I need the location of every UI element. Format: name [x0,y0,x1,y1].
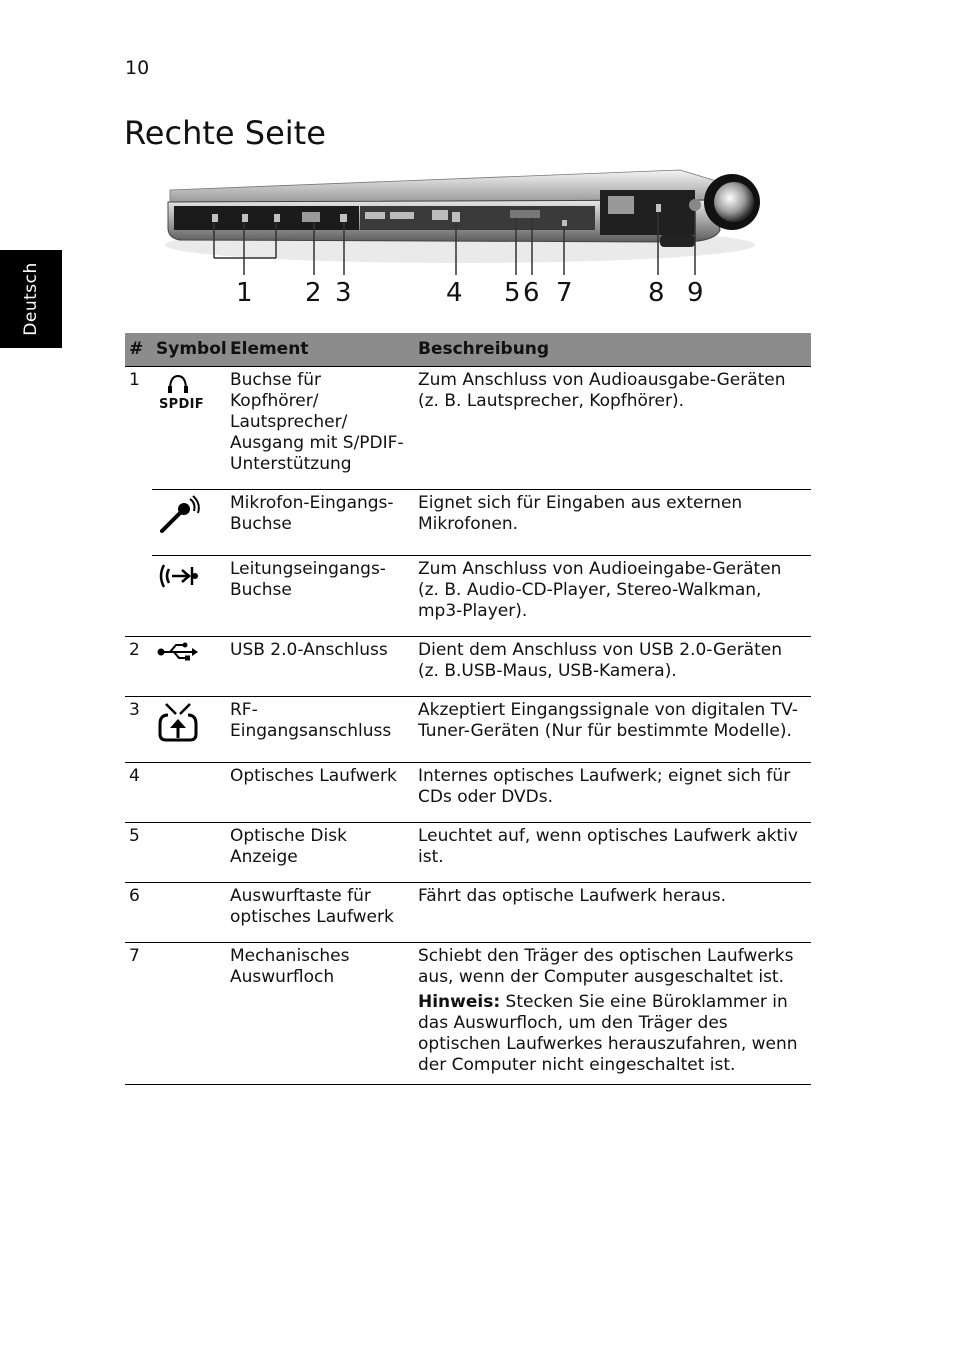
callout-7: 7 [556,278,573,308]
row-number: 6 [125,883,152,943]
table-row [125,637,811,697]
row-element: Optische Disk Anzeige [226,823,414,883]
row-element: Mikrofon-Eingangs-Buchse [226,490,414,556]
row-description: Zum Anschluss von Audioeingabe-Geräten (z. B. Audio-CD-Player, Stereo-Walkman, mp3-Player). [414,556,811,637]
row-element: USB 2.0-Anschluss [226,637,414,697]
note-paragraph [418,992,807,1076]
note-text: Stecken Sie eine Büroklammer in das Auswurfloch, um den Träger des optischen Laufwerkes herauszufahren, wenn der Computer nicht eingeschaltet ist. [418,992,798,1075]
callout-1: 1 [236,278,253,308]
table-row [125,823,811,883]
row-symbol [152,490,226,556]
row-element: Leitungseingangs-Buchse [226,556,414,637]
row-number: 4 [125,763,152,823]
callout-9: 9 [687,278,704,308]
row-symbol [152,823,226,883]
row-symbol [152,883,226,943]
row-element: Auswurftaste für optisches Laufwerk [226,883,414,943]
row-element: Optisches Laufwerk [226,763,414,823]
table-row [125,697,811,763]
callout-6: 6 [523,278,540,308]
row-description: Leuchtet auf, wenn optisches Laufwerk aktiv ist. [414,823,811,883]
page-number: 10 [125,57,150,79]
row-description: Fährt das optische Laufwerk heraus. [414,883,811,943]
line-in-icon [156,559,200,591]
callout-8: 8 [648,278,665,308]
table-row [125,367,811,490]
ports-table [125,333,811,1085]
row-symbol [152,637,226,697]
row-description: Internes optisches Laufwerk; eignet sich für CDs oder DVDs. [414,763,811,823]
usb-icon [156,640,200,662]
row-description: Zum Anschluss von Audioausgabe-Geräten (z. B. Lautsprecher, Kopfhörer). [414,367,811,490]
row-element: Mechanisches Auswurfloch [226,943,414,1085]
table-header-row [125,333,811,367]
rf-antenna-icon [156,700,200,742]
row-number: 7 [125,943,152,1085]
header-symbol: Symbol [152,333,226,367]
language-side-tab [0,250,62,348]
row-description: Akzeptiert Eingangssignale von digitalen TV-Tuner-Geräten (Nur für bestimmte Modelle). [414,697,811,763]
row-description: Eignet sich für Eingaben aus externen Mikrofonen. [414,490,811,556]
callout-2: 2 [305,278,322,308]
spdif-label: SPDIF [159,397,204,412]
page-title: Rechte Seite [124,114,326,152]
row-number: 5 [125,823,152,883]
header-description: Beschreibung [414,333,811,367]
header-number: # [125,333,152,367]
callout-5: 5 [504,278,521,308]
note-label: Hinweis: [418,992,501,1012]
row-number: 1 [125,367,152,490]
row-symbol [152,697,226,763]
description-text: Schiebt den Träger des optischen Laufwerks aus, wenn der Computer ausgeschaltet ist. [418,946,794,987]
side-tab-label: Deutsch [21,262,41,336]
row-symbol [152,763,226,823]
row-symbol [152,556,226,637]
row-element: Buchse für Kopfhörer/ Lautsprecher/ Ausgang mit S/PDIF-Unterstützung [226,367,414,490]
microphone-icon [156,493,200,535]
row-symbol [152,943,226,1085]
row-number [125,556,152,637]
header-element: Element [226,333,414,367]
row-number [125,490,152,556]
callout-4: 4 [446,278,463,308]
row-element: RF-Eingangsanschluss [226,697,414,763]
table-row [125,943,811,1085]
row-number: 2 [125,637,152,697]
row-description [414,943,811,1085]
row-description: Dient dem Anschluss von USB 2.0-Geräten (z. B.USB-Maus, USB-Kamera). [414,637,811,697]
callout-3: 3 [335,278,352,308]
headphone-spdif-icon [156,370,204,415]
table-row [125,763,811,823]
table-row [125,490,811,556]
table-row [125,556,811,637]
row-symbol [152,367,226,490]
row-number: 3 [125,697,152,763]
table-row [125,883,811,943]
